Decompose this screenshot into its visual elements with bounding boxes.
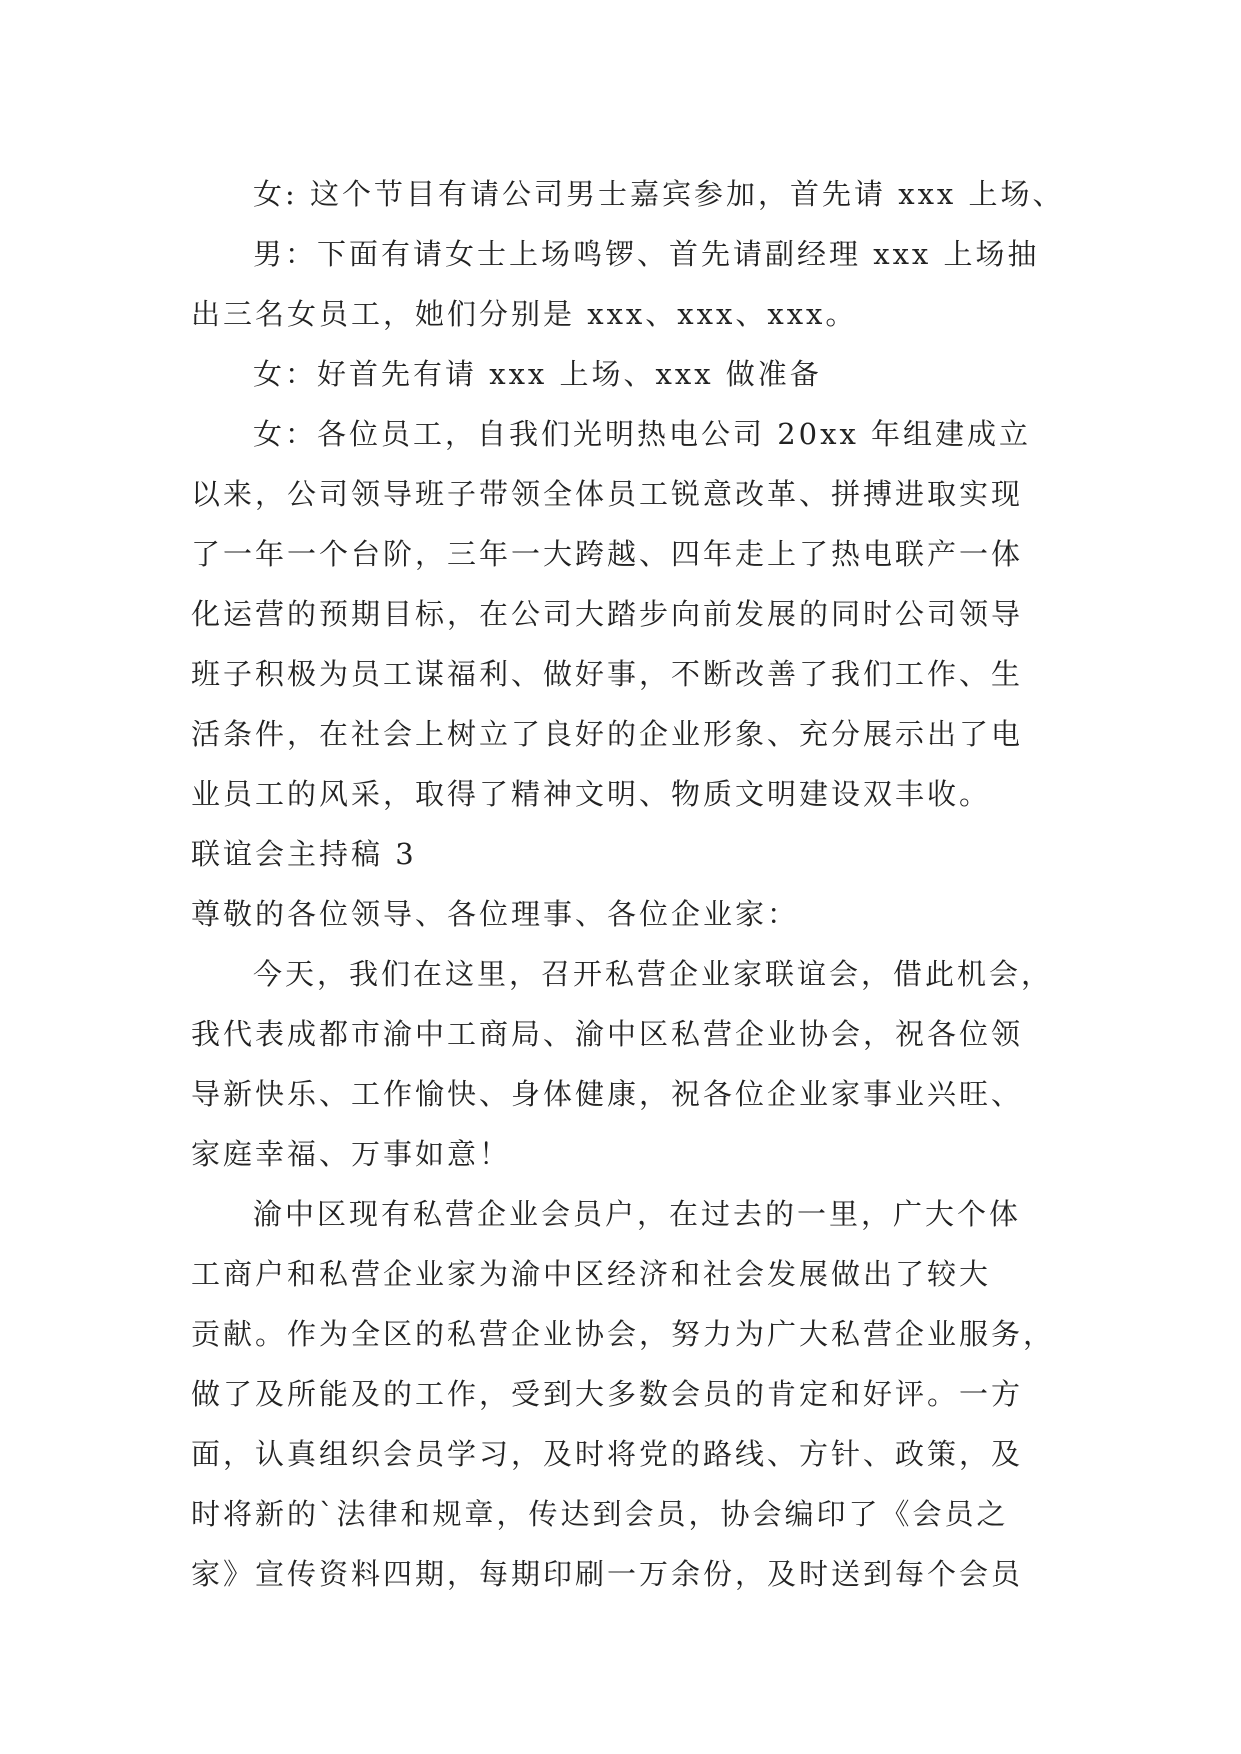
salutation: 尊敬的各位领导、各位理事、各位企业家： xyxy=(191,897,800,931)
paragraph-line: 面，认真组织会员学习，及时将党的路线、方针、政策，及 xyxy=(191,1437,1024,1471)
paragraph-line: 今天，我们在这里，召开私营企业家联谊会，借此机会， xyxy=(253,957,1054,991)
paragraph-line: 家庭幸福、万事如意！ xyxy=(191,1137,512,1171)
paragraph-line: 活条件，在社会上树立了良好的企业形象、充分展示出了电 xyxy=(191,717,1024,751)
section-heading: 联谊会主持稿 3 xyxy=(191,837,417,871)
paragraph-line: 了一年一个台阶，三年一大跨越、四年走上了热电联产一体 xyxy=(191,537,1024,571)
document-body xyxy=(191,164,1065,1604)
paragraph-line: 贡献。作为全区的私营企业协会，努力为广大私营企业服务， xyxy=(191,1317,1056,1351)
paragraph-line: 家》宣传资料四期，每期印刷一万余份，及时送到每个会员 xyxy=(191,1557,1024,1591)
paragraph-line: 女: 这个节目有请公司男士嘉宾参加，首先请 xxx 上场、 xyxy=(253,177,1065,211)
paragraph-line: 工商户和私营企业家为渝中区经济和社会发展做出了较大 xyxy=(191,1257,992,1291)
paragraph-line: 导新快乐、工作愉快、身体健康，祝各位企业家事业兴旺、 xyxy=(191,1077,1024,1111)
paragraph-line: 渝中区现有私营企业会员户，在过去的一里，广大个体 xyxy=(253,1197,1022,1231)
paragraph-line: 我代表成都市渝中工商局、渝中区私营企业协会，祝各位领 xyxy=(191,1017,1024,1051)
paragraph-line: 时将新的`法律和规章，传达到会员，协会编印了《会员之 xyxy=(191,1497,1009,1531)
paragraph-line: 做了及所能及的工作，受到大多数会员的肯定和好评。一方 xyxy=(191,1377,1024,1411)
paragraph-line: 班子积极为员工谋福利、做好事，不断改善了我们工作、生 xyxy=(191,657,1024,691)
paragraph-line: 女：各位员工，自我们光明热电公司 20xx 年组建成立 xyxy=(253,417,1032,451)
paragraph-line: 女：好首先有请 xxx 上场、xxx 做准备 xyxy=(253,357,822,391)
paragraph-line: 男：下面有请女士上场鸣锣、首先请副经理 xxx 上场抽 xyxy=(253,237,1040,271)
paragraph-line: 业员工的风采，取得了精神文明、物质文明建设双丰收。 xyxy=(191,777,992,811)
paragraph-line: 以来，公司领导班子带领全体员工锐意改革、拼搏进取实现 xyxy=(191,477,1024,511)
paragraph-line: 化运营的预期目标，在公司大踏步向前发展的同时公司领导 xyxy=(191,597,1024,631)
paragraph-line: 出三名女员工，她们分别是 xxx、xxx、xxx。 xyxy=(191,297,858,331)
